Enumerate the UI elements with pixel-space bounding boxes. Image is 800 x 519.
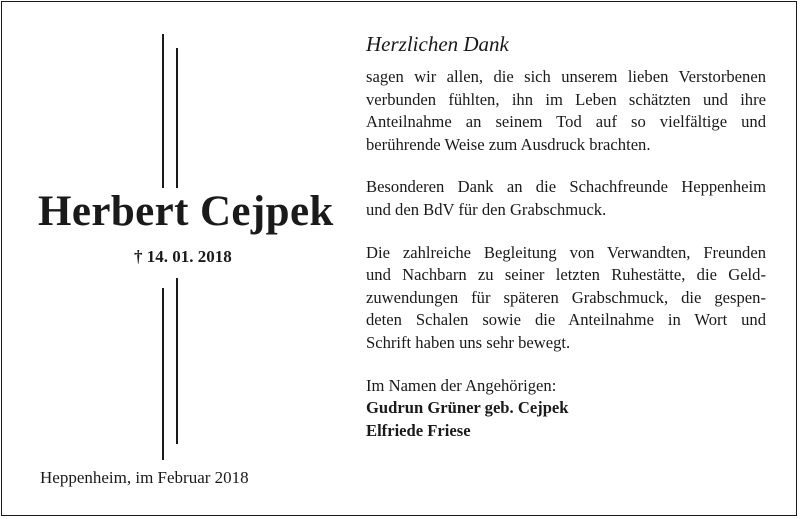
decorative-line-top-left — [162, 34, 164, 188]
text-line: sagen wir allen, die sich unserem lieben Verstorbenen — [366, 67, 766, 86]
text-line: verbunden fühlten, ihn im Leben schätzten und ihre — [366, 89, 766, 109]
paragraph-condolences — [366, 66, 766, 156]
text-line: und Nachbarn zu seiner letzten Ruhestätte, die Geld- — [366, 265, 766, 285]
text-line: berührende Weise zum Ausdruck brachten. — [366, 134, 651, 154]
thanks-heading: Herzlichen Dank — [366, 32, 509, 56]
deceased-name: Herbert Cejpek — [38, 188, 334, 235]
paragraph-special-thanks — [366, 176, 766, 221]
signature-name: Elfriede Friese — [366, 420, 471, 440]
text-line: zuwendungen für späteren Grabschmuck, die gespen- — [366, 287, 766, 307]
signature-name: Gudrun Grüner geb. Cejpek — [366, 398, 569, 418]
text-line: und den BdV für den Grabschmuck. — [366, 199, 607, 219]
text-line: Schrift haben uns sehr bewegt. — [366, 332, 571, 352]
death-date: † 14. 01. 2018 — [134, 247, 232, 266]
decorative-line-top-right — [176, 48, 178, 188]
decorative-line-bottom-left — [162, 288, 164, 460]
decorative-line-bottom-right — [176, 278, 178, 444]
text-line: Anteilnahme an seinem Tod auf so vielfältige und — [366, 112, 766, 132]
thanks-column — [366, 32, 766, 442]
place-date: Heppenheim, im Februar 2018 — [40, 468, 249, 487]
text-line: deten Schalen sowie die Anteilnahme in Wort und — [366, 310, 766, 330]
text-line: Die zahlreiche Begleitung von Verwandten, Freunden — [366, 242, 766, 262]
paragraph-accompaniment — [366, 242, 766, 355]
signature-block — [366, 375, 766, 443]
signature-intro: Im Namen der Angehörigen: — [366, 375, 557, 395]
text-line: Besonderen Dank an die Schachfreunde Heppenheim — [366, 177, 766, 197]
